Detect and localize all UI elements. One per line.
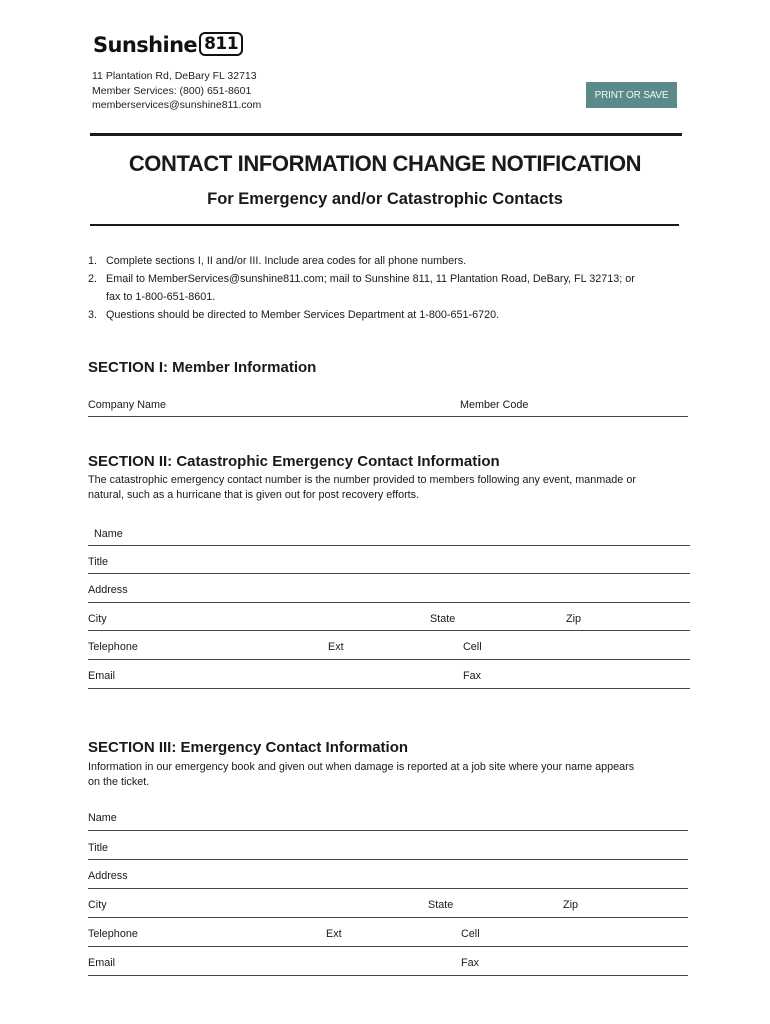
s2-email-line [88,688,690,689]
s2-name-line [88,545,690,546]
address-block [92,69,261,113]
form-subtitle: For Emergency and/or Catastrophic Contacts [207,190,563,208]
instruction-item: 1. Complete sections I, II and/or III. Include area codes for all phone numbers. [88,255,467,267]
top-rule [90,133,682,136]
s3-email-line [88,975,688,976]
s3-title-input[interactable] [120,842,685,856]
s2-title-input[interactable] [120,556,685,570]
s2-zip-input[interactable] [588,613,685,627]
s3-name-label: Name [88,812,117,824]
s2-email-label: Email [88,670,115,682]
s2-name-label: Name [94,528,123,540]
s3-fax-input[interactable] [488,957,685,971]
section-2-description: The catastrophic emergency contact number is the number provided to members following any event, manmade or natural, such as a hurricane that is given out for post recovery efforts. [88,474,636,501]
s2-cell-label: Cell [463,641,482,653]
s3-title-label: Title [88,842,108,854]
s2-title-label: Title [88,556,108,568]
member-code-input[interactable] [538,399,686,413]
s3-state-input[interactable] [460,899,555,913]
s2-telephone-input[interactable] [150,641,320,655]
s3-name-input[interactable] [125,812,685,826]
s3-title-line [88,859,688,860]
section-3-heading: SECTION III: Emergency Contact Information [88,739,409,756]
form-title: CONTACT INFORMATION CHANGE NOTIFICATION [128,151,642,176]
s2-state-label: State [430,613,456,625]
instruction-item: 2. Email to MemberServices@sunshine811.com; mail to Sunshine 811, 11 Plantation Road, DeBary, FL 32713; or [88,273,635,285]
s3-address-input[interactable] [135,870,685,884]
s2-cell-input[interactable] [490,641,685,655]
s3-email-input[interactable] [125,957,453,971]
logo-number: 811 [199,32,243,56]
instructions-list [88,252,688,324]
s2-address-label: Address [88,584,128,596]
s2-email-input[interactable] [125,670,455,684]
s3-cell-label: Cell [461,928,480,940]
s3-telephone-input[interactable] [150,928,318,942]
s2-telephone-line [88,659,690,660]
sunshine-811-logo [93,22,243,56]
s2-ext-input[interactable] [350,641,455,655]
s3-name-line [88,830,688,831]
s2-telephone-label: Telephone [88,641,138,653]
s3-email-label: Email [88,957,115,969]
instruction-item: 3. Questions should be directed to Member Services Department at 1-800-651-6720. [88,309,500,321]
s2-address-input[interactable] [135,584,685,598]
s3-telephone-label: Telephone [88,928,138,940]
title-rule [90,224,679,226]
s2-title-line [88,573,690,574]
member-services-email: memberservices@sunshine811.com [92,99,262,111]
s2-ext-label: Ext [328,641,344,653]
company-name-label: Company Name [88,399,167,411]
s2-zip-label: Zip [566,613,581,625]
s3-zip-input[interactable] [585,899,685,913]
s2-address-line [88,602,690,603]
instruction-item-continued: fax to 1-800-651-8601. [106,291,216,303]
s3-cell-input[interactable] [488,928,685,942]
s3-state-label: State [428,899,454,911]
section-3-description: Information in our emergency book and given out when damage is reported at a job site where your name appears on the ticket. [88,761,635,788]
s2-city-line [88,630,690,631]
s2-city-input[interactable] [115,613,420,627]
member-code-label: Member Code [460,399,529,411]
s3-city-line [88,917,688,918]
s3-address-line [88,888,688,889]
section-1-line [88,416,688,417]
logo-word: Sunshine [93,33,198,57]
company-name-input[interactable] [175,399,450,413]
s2-name-input[interactable] [130,528,685,542]
member-services-phone: Member Services: (800) 651-8601 [92,84,252,97]
s3-fax-label: Fax [461,957,479,969]
section-1-heading: SECTION I: Member Information [88,359,317,376]
s2-city-label: City [88,613,107,625]
s2-fax-input[interactable] [490,670,685,684]
s3-zip-label: Zip [563,899,578,911]
s3-city-label: City [88,899,107,911]
street-address: 11 Plantation Rd, DeBary FL 32713 [92,70,257,82]
s3-city-input[interactable] [115,899,418,913]
s2-fax-label: Fax [463,670,481,682]
s3-ext-label: Ext [326,928,342,940]
section-2-heading: SECTION II: Catastrophic Emergency Contact Information [88,453,500,470]
print-or-save-button[interactable]: PRINT OR SAVE [586,82,677,108]
s3-telephone-line [88,946,688,947]
s2-state-input[interactable] [462,613,557,627]
s3-ext-input[interactable] [348,928,453,942]
s3-address-label: Address [88,870,128,882]
